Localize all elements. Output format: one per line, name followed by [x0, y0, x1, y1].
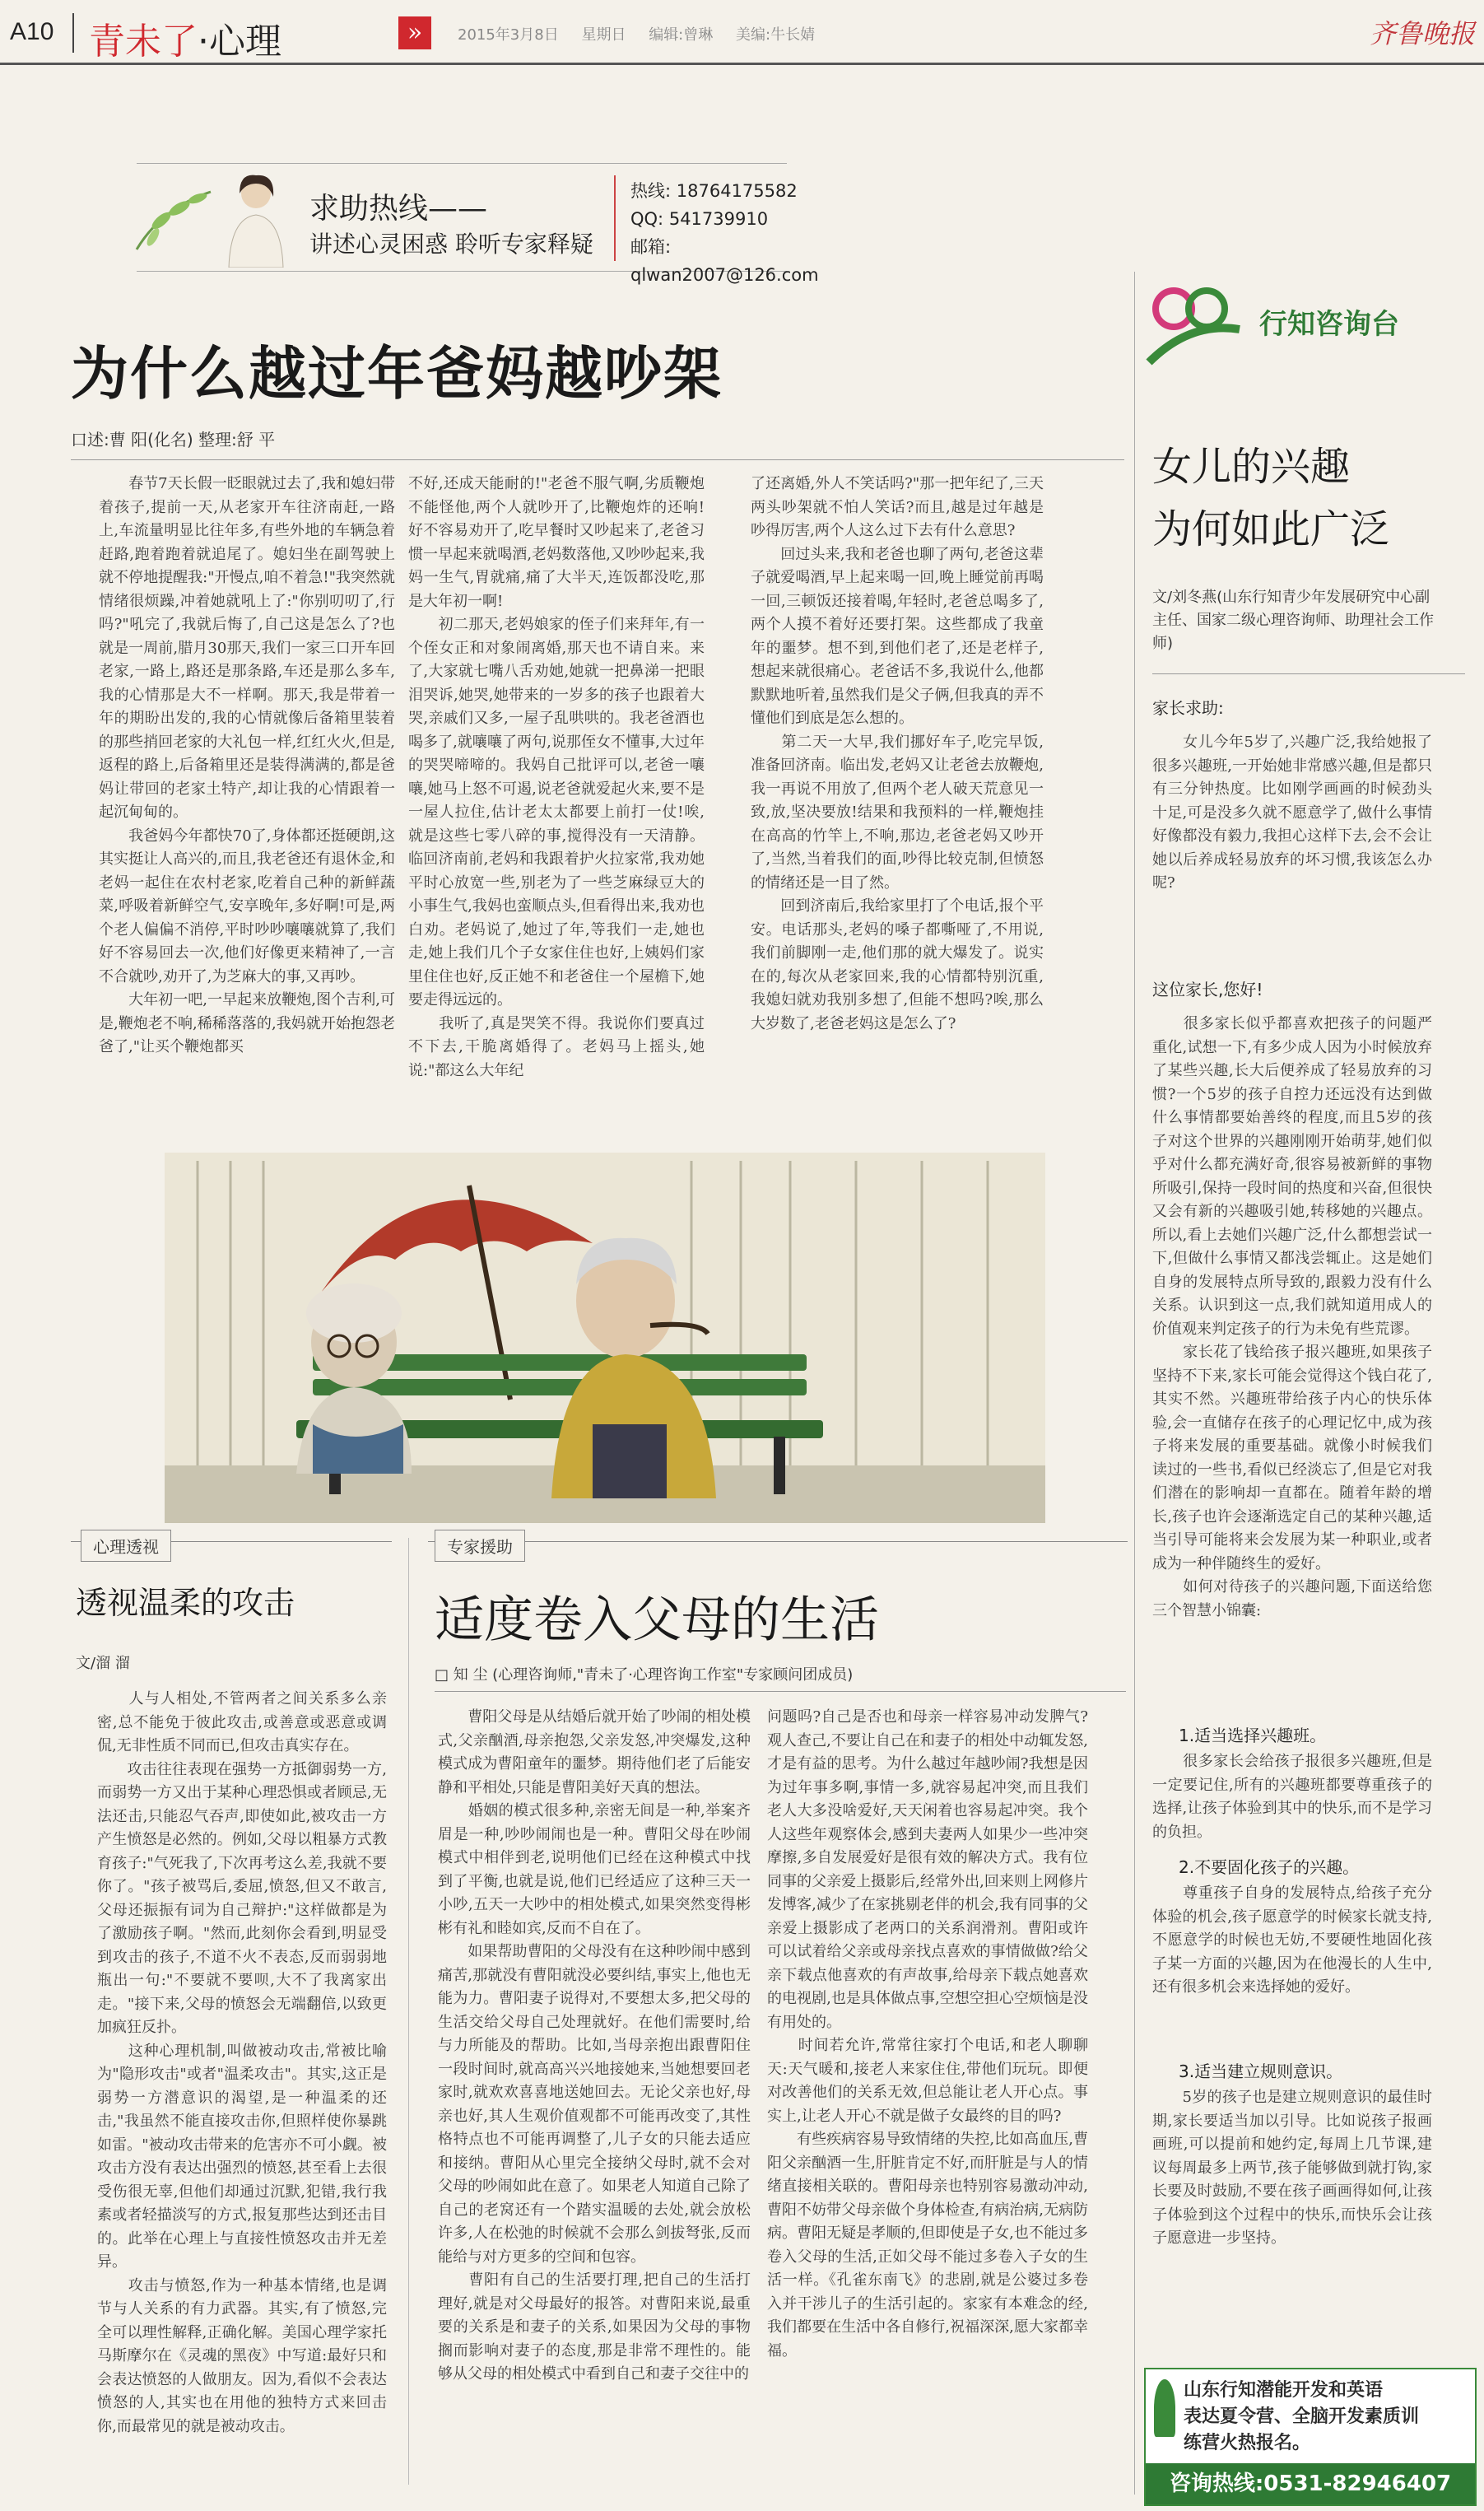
email-label: 邮箱:: [630, 237, 672, 257]
header-rule: [0, 63, 1484, 65]
main-article-col1: 春节7天长假一眨眼就过去了,我和媳妇带着孩子,提前一天,从老家开车往济南赶,一路上,车流量明显比往年多,有些外地的车辆急着赶路,跑着跑着就追尾了。媳妇坐在副驾驶上就不停地提醒我:"开慢点,咱不着急!"我突然就情绪很烦躁,冲着她就吼上了:"你别叨叨了,行吗?"吼完了,我就后悔了,自己这是怎么了?也就是一周前,腊月30那天,我们一家三口开车回老家,一路上,路还是那条路,车还是那么多车,我的心情那是大不一样啊。那天,我是带着一年的期盼出发的,我的心情就像后备箱里装着的那些捎回老家的大礼包一样,红红火火,但是,返程的路上,后备箱里还是装得满满的,都是爸妈让带回的老家土特产,却让我的心情跟着一起沉甸甸的。 我爸妈今年都快70了,身体都还挺硬朗,这其实挺让人高兴的,而且,我老爸还有退休金,和老妈一起住在农村老家,吃着自己种的新鲜蔬菜,呼吸着新鲜空气,安享晚年,多好啊!可是,两个老人偏偏不消停,平时吵吵嚷嚷就算了,我们好不容易回去一次,他们好像更来精神了,一言不合就吵,劝开了,为芝麻大的事,又再吵。 大年初一吧,一早起来放鞭炮,图个吉利,可是,鞭炮老不响,稀稀落落的,我妈就开始抱怨老爸了,"让买个鞭炮都买: [99, 475, 395, 1055]
sidebar-title-line1: 女儿的兴趣: [1152, 444, 1351, 490]
expert-byline-rule: [435, 1691, 1126, 1692]
main-article-title: 为什么越过年爸妈越吵架: [71, 340, 723, 408]
page-number: A10: [10, 18, 54, 45]
hotline-dash: ——: [428, 192, 488, 226]
section-sub: 心理: [209, 21, 281, 63]
section-dot: ·: [198, 21, 209, 63]
sidebar-title-line2: 为何如此广泛: [1152, 506, 1390, 552]
qq-number[interactable]: 541739910: [668, 209, 769, 229]
tip3-title: 3.适当建立规则意识。: [1179, 2061, 1343, 2081]
phone-number[interactable]: 18764175582: [676, 181, 798, 201]
expert-article-top-rule: [428, 1541, 1128, 1542]
hotline-slogan: 讲述心灵困惑 聆听专家释疑: [309, 231, 593, 258]
tip1-title: 1.适当选择兴趣班。: [1179, 1726, 1327, 1745]
sidebar-answer-intro: 很多家长似乎都喜欢把孩子的问题严重化,试想一下,有多少成人因为小时候放弃了某些兴趣,长大后便养成了轻易放弃的习惯?一个5岁的孩子自控力还远没有达到做什么事情都要始善终的程度,而且5岁的孩子对这个世界的兴趣刚刚开始萌芽,她们似乎对什么都充满好奇,很容易被新鲜的事物所吸引,保持一段时间的热度和兴奋,但很快又会有新的兴趣吸引她,转移她的兴趣点。所以,看上去她们兴趣广泛,什么都想尝试一下,但做什么事情又都浅尝辄止。这是她们自身的发展特点所导致的,跟毅力没有什么关系。认识到这一点,我们就知道用成人的价值观来判定孩子的行为未免有些荒谬。 家长花了钱给孩子报兴趣班,如果孩子坚持不下来,家长可能会觉得这个钱白花了,其实不然。兴趣班带给孩子内心的快乐体验,会一直储存在孩子的心理记忆中,成为孩子将来发展的重要基础。就像小时候我们读过的一些书,看似已经淡忘了,但是它对我们潜在的影响却一直都在。随着年龄的增长,孩子也许会逐渐选定自己的某种兴趣,适当引导可能将来会发展为某一种职业,或者成为一种伴随终生的爱好。 如何对待孩子的兴趣问题,下面送给您三个智慧小锦囊:: [1152, 1015, 1432, 1619]
qq-label: QQ:: [630, 209, 664, 229]
phone-label: 热线:: [630, 181, 672, 201]
left-article-tag: 心理透视: [81, 1530, 171, 1562]
ad-line-1: 山东行知潜能开发和英语: [1184, 2380, 1384, 2401]
left-column-divider: [408, 1538, 409, 2485]
section-title: [89, 12, 281, 64]
ad-phone[interactable]: 咨询热线:0531-82946407: [1146, 2463, 1475, 2504]
sidebar-logo-text: 行知咨询台: [1259, 308, 1399, 341]
sidebar-byline: 文/刘冬燕(山东行知青少年发展研究中心副主任、国家二级心理咨询师、助理社会工作师): [1152, 589, 1434, 652]
tip3-body: 5岁的孩子也是建立规则意识的最佳时期,家长要适当加以引导。比如说孩子报画画班,可以提前和她约定,每周上几节课,建议每周最多上两节,孩子能够做到就打钩,家长要及时鼓励,不要在孩子画画得如何,让孩子体验到这个过程中的快乐,而快乐会让孩子愿意进一步坚持。: [1152, 2089, 1432, 2247]
left-article-title: 透视温柔的攻击: [76, 1585, 295, 1621]
xingzhi-logo-icon: [1141, 280, 1248, 370]
expert-article-col1: 曹阳父母是从结婚后就开始了吵闹的相处模式,父亲酗酒,母亲抱怨,父亲发怒,冲突爆发,这种模式成为曹阳童年的噩梦。期待他们老了后能安静和平相处,只能是曹阳美好天真的想法。 婚姻的模式很多种,亲密无间是一种,举案齐眉是一种,吵吵闹闹也是一种。曹阳父母在吵闹模式中相伴到老,说明他们已经在这种模式中找到了平衡,也就是说,他们已经适应了这种三天一小吵,五天一大吵中的相处模式,如果突然变得彬彬有礼和睦如宾,反而不自在了。 如果帮助曹阳的父母没有在这种吵闹中感到痛苦,那就没有曹阳就没必要纠结,事实上,他也无能为力。曹阳妻子说得对,不要想太多,把父母的生活交给父母自己处理就好。在他们需要时,给与力所能及的帮助。比如,当母亲抱出跟曹阳住一段时间时,就高高兴兴地接她来,当她想要回老家时,就欢欢喜喜地送她回去。无论父亲也好,母亲也好,其人生观价值观都不可能再改变了,其性格特点也不可能再调整了,儿子女的只能去适应和接纳。曹阳从心里完全接纳父母时,就不会对父母的吵闹如此在意了。如果老人知道自己除了自己的老窝还有一个踏实温暖的去处,就会放松许多,人在松弛的时候就不会那么剑拔弩张,反而能给与对方更多的空间和包容。 曹阳有自己的生活要打理,把自己的生活打理好,就是对父母最好的报答。对曹阳来说,最重要的关系是和妻子的关系,如果因为父母的事物搁而影响对妻子的态度,那是非常不理性的。能够从父母的相处模式中看到自己和妻子交往中的: [438, 1708, 751, 2383]
hotline-divider: [614, 175, 616, 261]
hotline-qq-row: [630, 205, 819, 233]
main-article-col2: 不好,还成天能耐的!"老爸不服气啊,劣质鞭炮不能怪他,两个人就吵开了,比鞭炮炸的还响!好不容易劝开了,吃早餐时又吵起来了,老爸习惯一早起来就喝酒,老妈数落他,又吵吵起来,我妈一生气,胃就痛,痛了大半天,连饭都没吃,那是大年初一啊! 初二那天,老妈娘家的侄子们来拜年,有一个侄女正和对象闹离婚,那天也不请自来。来了,大家就七嘴八舌劝她,她就一把鼻涕一把眼泪哭诉,她哭,她带来的一岁多的孩子也跟着大哭,亲戚们又多,一屋子乱哄哄的。我老爸酒也喝多了,就嚷嚷了两句,说那侄女不懂事,大过年的哭哭啼啼的。我妈自己批评可以,老爸一嚷嚷,她马上怒不可遏,说老爸就爱起火来,要不是一屋人拉住,估计老太太都要上前打一仗!唉,就是这些七零八碎的事,搅得没有一天清静。临回济南前,老妈和我跟着护火拉家常,我劝她平时心放宽一些,别老为了一些芝麻绿豆大的小事生气,我妈也蛮顺点头,但看得出来,我劝也白劝。老妈说了,她过了年,等我们一走,她也走,她上我们几个子女家住住也好,上姨妈们家里住住也好,反正她不和老爸住一个屋檐下,她要走得远远的。 我听了,真是哭笑不得。我说你们要真过不下去,干脆离婚得了。老妈马上摇头,她说:"都这么大年纪: [408, 475, 705, 1079]
hotline-title: [309, 185, 487, 227]
tip1-body: 很多家长会给孩子报很多兴趣班,但是一定要记住,所有的兴趣班都要尊重孩子的选择,让孩子体验到其中的快乐,而不是学习的负担。: [1152, 1753, 1432, 1841]
couple-on-bench-illustration: [165, 1153, 1045, 1523]
parent-question: 女儿今年5岁了,兴趣广泛,我给她报了很多兴趣班,一开始她非常感兴趣,但是都只有三分钟热度。比如刚学画画的时候劲头十足,可是没多久就不愿意学了,做什么事情好像都没有毅力,我担心这样下去,会不会让她以后养成轻易放弃的坏习惯,我该怎么办呢?: [1152, 734, 1432, 892]
issue-weekday: 星期日: [581, 26, 626, 44]
issue-date: 2015年3月8日: [458, 26, 559, 44]
hotline-title-text: 求助热线: [309, 192, 429, 226]
hotline-phone-row: [630, 177, 819, 205]
main-article-col3: 了还离婚,外人不笑话吗?"那一把年纪了,三天两头吵架就不怕人笑话?而且,越是过年越是吵得厉害,两个人这么过下去有什么意思? 回过头来,我和老爸也聊了两句,老爸这辈子就爱喝酒,早上起来喝一回,晚上睡觉前再喝一回,三顿饭还接着喝,年轻时,老爸总喝多了,两个人摸不着好还要打架。这些都成了我童年的噩梦。想不到,到他们老了,还是老样子,想起来就很痛心。老爸话不多,我说什么,他都默默地听着,虽然我们是父子俩,但我真的弄不懂他们到底是怎么想的。 第二天一大早,我们挪好车子,吃完早饭,准备回济南。临出发,老妈又让老爸去放鞭炮,我一再说不用放了,但两个老人破天荒意见一致,放,坚决要放!结果和我预料的一样,鞭炮挂在高高的竹竿上,不响,那边,老爸老妈又吵开了,当然,当着我们的面,吵得比较克制,但愤怒的情绪还是一目了然。 回到济南后,我给家里打了个电话,报个平安。电话那头,老妈的嗓子都嘶哑了,不用说,我们前脚刚一走,他们那的就大爆发了。说实在的,每次从老家回来,我的心情都特别沉重,我媳妇就劝我别多想了,但能不想吗?唉,那么大岁数了,老爸老妈这是怎么了?: [751, 475, 1044, 1032]
expert-article-title: 适度卷入父母的生活: [435, 1591, 879, 1649]
sidebar-logo: [1136, 272, 1482, 370]
ad-leaf-icon: [1154, 2379, 1175, 2437]
header-divider: [72, 13, 74, 53]
hotline-email-row: [630, 233, 819, 289]
designer-credit: 美编:牛长婧: [736, 26, 816, 44]
expert-article-byline: □ 知 尘 (心理咨询师,"青未了·心理咨询工作室"专家顾问团成员): [435, 1666, 854, 1684]
ad-line-3: 练营火热报名。: [1184, 2433, 1311, 2453]
sidebar-divider: [1134, 272, 1135, 2495]
sidebar-byline-rule: [1152, 673, 1465, 674]
expert-greeting: 这位家长,您好!: [1152, 980, 1263, 999]
thinking-woman-icon: [219, 169, 293, 268]
main-byline-rule: [71, 459, 1124, 460]
main-article-byline: 口述:曹 阳(化名) 整理:舒 平: [71, 430, 276, 450]
left-article-body: 人与人相处,不管两者之间关系多么亲密,总不能免于彼此攻击,或善意或恶意或调侃,无非性质不同而已,但攻击真实存在。 攻击往往表现在强势一方抵御弱势一方,而弱势一方又出于某种心理恐惧或者顾忌,无法还击,只能忍气吞声,即使如此,被攻击一方产生愤怒是必然的。例如,父母以粗暴方式教育孩子:"气死我了,下次再考这么差,我就不要你了。"孩子被骂后,委屈,愤怒,但又不敢言,父母还振振有词为自己辩护:"这样做都是为了激励孩子啊。"然而,此刻你会看到,明显受到攻击的孩子,不道不火不表态,反而弱弱地瓶出一句:"不要就不要呗,大不了我离家出走。"接下来,父母的愤怒会无端翻倍,以致更加疯狂反扑。 这种心理机制,叫做被动攻击,常被比喻为"隐形攻击"或者"温柔攻击"。其实,这正是弱势一方潜意识的渴望,是一种温柔的还击,"我虽然不能直接攻击你,但照样使你暴跳如雷。"被动攻击带来的危害亦不可小觑。被攻击方没有表达出强烈的愤怒,甚至看上去很受伤很无辜,但他们却通过沉默,犯错,我行我素或者轻描淡写的方式,报复那些达到还击目的。此举在心理上与直接性愤怒攻击并无差异。 攻击与愤怒,作为一种基本情绪,也是调节与人关系的有力武器。其实,有了愤怒,完全可以理性解释,正确化解。美国心理学家托马斯摩尔在《灵魂的黑夜》中写道:最好只和会表达愤怒的人做朋友。因为,看似不会表达愤怒的人,其实也在用他的独特方式来回击你,而最常见的就是被动攻击。: [97, 1690, 387, 2435]
expert-article-col2: 问题吗?自己是否也和母亲一样容易冲动发脾气?观人查己,不要让自己在和妻子的相处中动辄发怒,才是有益的思考。为什么越过年越吵闹?我想是因为过年事多啊,事情一多,就容易起冲突,而且我们老人大多没啥爱好,天天闲着也容易起冲突。我个人这些年观察体会,感到夫妻两人如果少一些冲突摩擦,多自发展爱好是很有效的解决方式。我有位同事的父亲爱上摄影后,经常外出,回来则上网修片发博客,减少了在家挑剔老伴的机会,我有同事的父亲爱上摄影成了老两口的关系润滑剂。曹阳或许可以试着给父亲或母亲找点喜欢的事情做做?给父亲下载点他喜欢的有声故事,给母亲下载点她喜欢的电视剧,也是具体做点事,空想空担心空烦恼是没有用处的。 时间若允许,常常往家打个电话,和老人聊聊天:天气暖和,接老人来家住住,带他们玩玩。即便对改善他们的关系无效,但总能让老人开心点。事实上,让老人开心不就是做子女最终的目的吗? 有些疾病容易导致情绪的失控,比如高血压,曹阳父亲酗酒一生,肝脏肯定不好,而肝脏是与人的情绪直接相关联的。曹阳母亲也特别容易激动冲动,曹阳不妨带父母亲做个身体检查,有病治病,无病防病。曹阳无疑是孝顺的,但即使是子女,也不能过多卷入父母的生活,正如父母不能过多卷入子女的生活一样。《孔雀东南飞》的悲剧,就是公婆过多卷入并干涉儿子的生活引起的。家家有本难念的经,我们都要在生活中各自修行,祝福深深,愿大家都幸福。: [767, 1708, 1088, 2360]
section-main: 青未了: [89, 21, 198, 63]
hotline-contacts: [630, 177, 819, 289]
ad-line-2: 表达夏令营、全脑开发素质训: [1184, 2406, 1420, 2427]
parent-request-label: 家长求助:: [1152, 698, 1224, 718]
email-address[interactable]: qlwan2007@126.com: [630, 265, 819, 285]
header-meta: [458, 23, 815, 44]
section-arrow-icon: »: [398, 16, 431, 49]
leaf-decoration-icon: [128, 175, 219, 258]
expert-article-tag: 专家援助: [435, 1530, 525, 1562]
tip2-title: 2.不要固化孩子的兴趣。: [1179, 1857, 1360, 1877]
left-article-byline: 文/溜 溜: [76, 1655, 130, 1672]
newspaper-logo: 齐鲁晚报: [1370, 18, 1476, 49]
sidebar-ad-box: [1144, 2368, 1477, 2506]
illustration-canvas: [165, 1153, 1045, 1523]
tip2-body: 尊重孩子自身的发展特点,给孩子充分体验的机会,孩子愿意学的时候家长就支持,不愿意学的时候也无妨,不要硬性地固化孩子某一方面的兴趣,因为在他漫长的人生中,还有很多机会来选择她的爱好。: [1152, 1884, 1432, 1996]
editor-credit: 编辑:曾琳: [649, 26, 714, 44]
hotline-banner: [137, 163, 819, 285]
